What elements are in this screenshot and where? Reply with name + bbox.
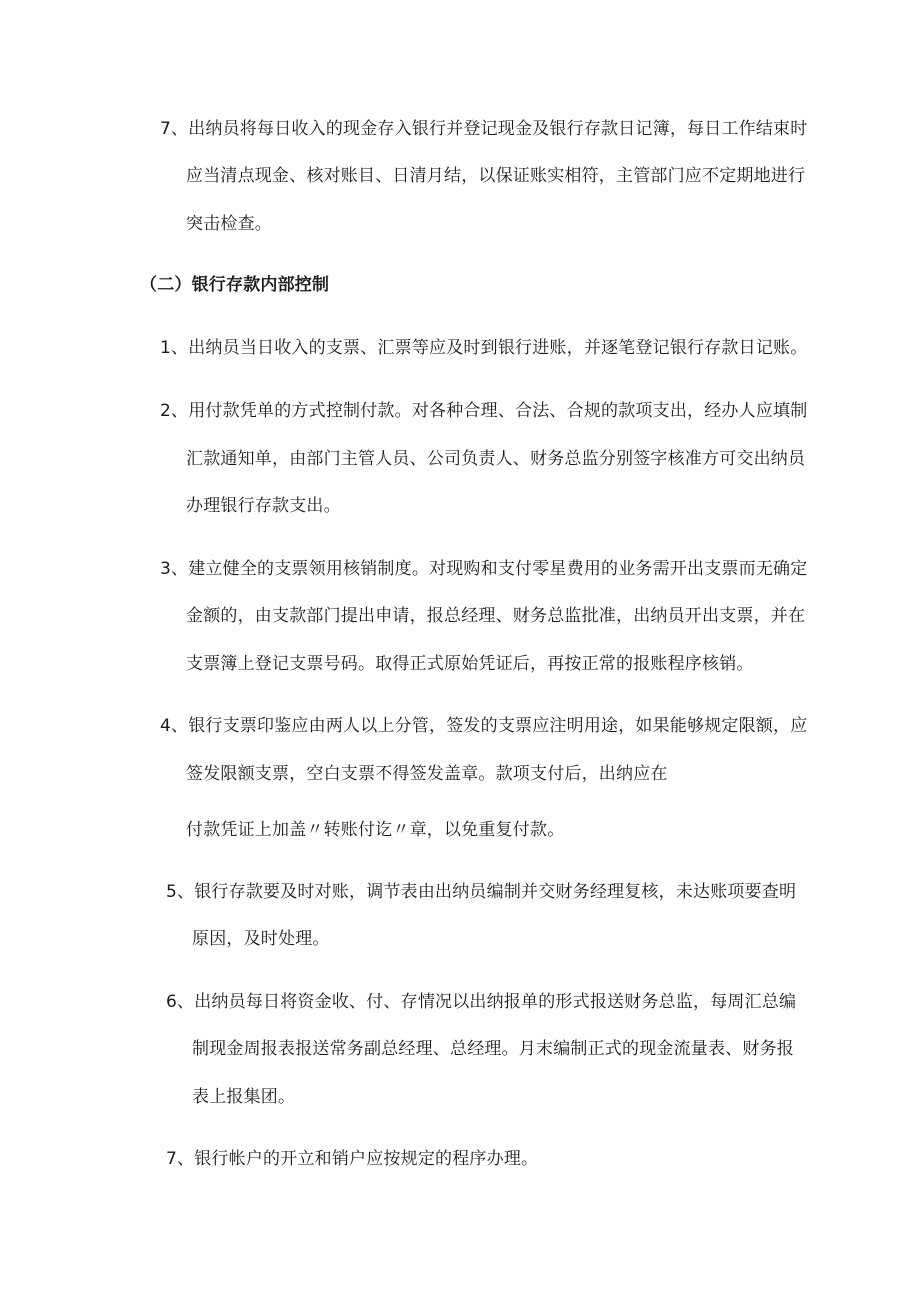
paragraph-4-line-1: 4、银行支票印鉴应由两人以上分管，签发的支票应注明用途，如果能够规定限额，应 (160, 716, 808, 736)
paragraph-7-cash-line-3: 突击检查。 (186, 214, 272, 234)
section-heading-bank-deposit-control: （二）银行存款内部控制 (140, 275, 330, 295)
paragraph-2-line-3: 办理银行存款支出。 (186, 496, 341, 516)
paragraph-3-line-1: 3、建立健全的支票领用核销制度。对现购和支付零星费用的业务需开出支票而无确定 (160, 559, 808, 579)
paragraph-2-line-1: 2、用付款凭单的方式控制付款。对各种合理、合法、合规的款项支出，经办人应填制 (160, 401, 808, 421)
paragraph-6-line-2: 制现金周报表报送常务副总经理、总经理。月末编制正式的现金流量表、财务报 (192, 1039, 794, 1059)
paragraph-6-line-1: 6、出纳员每日将资金收、付、存情况以出纳报单的形式报送财务总监，每周汇总编 (166, 992, 797, 1012)
paragraph-7-cash-line-1: 7、出纳员将每日收入的现金存入银行并登记现金及银行存款日记簿，每日工作结束时 (160, 119, 808, 139)
paragraph-3-line-2: 金额的，由支款部门提出申请，报总经理、财务总监批准，出纳员开出支票，并在 (186, 606, 806, 626)
paragraph-7-bank-account-line-1: 7、银行帐户的开立和销户应按规定的程序办理。 (166, 1149, 539, 1169)
paragraph-3-line-3: 支票簿上登记支票号码。取得正式原始凭证后，再按正常的报账程序核销。 (186, 654, 754, 674)
paragraph-6-line-3: 表上报集团。 (192, 1087, 296, 1107)
paragraph-4-line-2: 签发限额支票，空白支票不得签发盖章。款项支付后，出纳应在 (186, 764, 668, 784)
paragraph-2-line-2: 汇款通知单，由部门主管人员、公司负责人、财务总监分别签字核准方可交出纳员 (186, 449, 806, 469)
paragraph-4-line-3: 付款凭证上加盖〃转账付讫〃章，以免重复付款。 (186, 820, 565, 840)
paragraph-1-line-1: 1、出纳员当日收入的支票、汇票等应及时到银行进账，并逐笔登记银行存款日记账。 (160, 338, 808, 358)
paragraph-5-line-2: 原因，及时处理。 (192, 929, 330, 949)
paragraph-5-line-1: 5、银行存款要及时对账，调节表由出纳员编制并交财务经理复核，未达账项要查明 (166, 882, 797, 902)
paragraph-7-cash-line-2: 应当清点现金、核对账目、日清月结，以保证账实相符，主管部门应不定期地进行 (186, 166, 806, 186)
